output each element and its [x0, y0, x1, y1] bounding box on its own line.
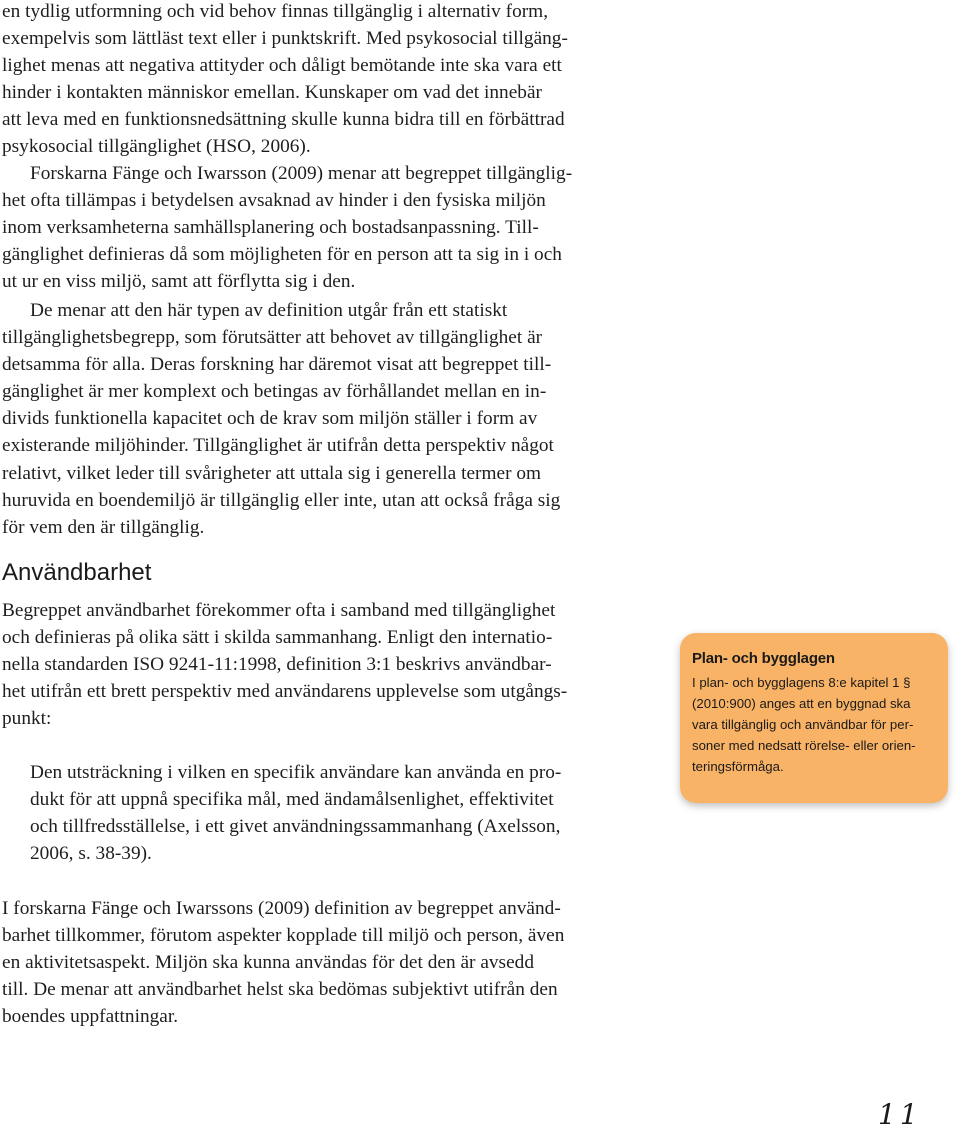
- page-number: 11: [878, 1098, 922, 1131]
- text-line: till. De menar att användbarhet helst ska bedömas subjektivt utifrån den: [2, 979, 558, 1001]
- fact-box-line: I plan- och bygglagens 8:e kapitel 1 §: [692, 675, 911, 690]
- text-line: inom verksamheterna samhällsplanering och bostadsanpassning. Till-: [2, 217, 539, 239]
- text-line: detsamma för alla. Deras forskning har däremot visat att begreppet till-: [2, 354, 552, 376]
- text-line: hinder i kontakten människor emellan. Kunskaper om vad det innebär: [2, 82, 542, 104]
- text-line: De menar att den här typen av definition utgår från ett statiskt: [30, 300, 508, 321]
- fact-box-line: soner med nedsatt rörelse- eller orien-: [692, 738, 916, 753]
- fact-box-line: vara tillgänglig och användbar för per-: [692, 717, 914, 732]
- fact-box: [680, 633, 948, 803]
- fact-box-title: Plan- och bygglagen: [692, 650, 835, 667]
- text-line: huruvida en boendemiljö är tillgänglig eller inte, utan att också fråga sig: [2, 489, 561, 511]
- text-line: barhet tillkommer, förutom aspekter kopplade till miljö och person, även: [2, 925, 565, 947]
- block-quote: [30, 759, 561, 867]
- text-line: tillgänglighetsbegrepp, som förutsätter att behovet av tillgänglighet är: [2, 327, 543, 349]
- text-line: relativt, vilket leder till svårigheter att uttala sig i generella termer om: [2, 462, 542, 484]
- section-heading: Användbarhet: [2, 559, 152, 586]
- text-line: en tydlig utformning och vid behov finnas tillgänglig i alternativ form,: [2, 1, 549, 22]
- text-line: för vem den är tillgänglig.: [2, 516, 205, 538]
- body-paragraph: [2, 297, 638, 541]
- text-line: divids funktionella kapacitet och de krav som miljön ställer i form av: [2, 408, 538, 430]
- body-paragraph: [2, 597, 638, 732]
- text-line: ut ur en viss miljö, samt att förflytta sig i den.: [2, 271, 356, 293]
- text-line: en aktivitetsaspekt. Miljön ska kunna användas för det den är avsedd: [2, 952, 534, 974]
- text-line: och definieras på olika sätt i skilda sammanhang. Enligt den internatio-: [2, 627, 553, 649]
- body-paragraph: [2, 895, 638, 1030]
- text-line: punkt:: [2, 708, 52, 730]
- text-line: exempelvis som lättläst text eller i punktskrift. Med psykosocial tillgäng-: [2, 28, 568, 50]
- fact-box-line: teringsförmåga.: [692, 759, 784, 774]
- text-line: gänglighet är mer komplext och betingas av förhållandet mellan en in-: [2, 381, 547, 403]
- text-line: Den utsträckning i vilken en specifik användare kan använda en pro-: [30, 762, 562, 783]
- text-line: het ofta tillämpas i betydelsen avsaknad av hinder i den fysiska miljön: [2, 190, 546, 212]
- text-line: och tillfredsställelse, i ett givet användningssammanhang (Axelsson,: [30, 816, 561, 838]
- fact-box-line: (2010:900) anges att en byggnad ska: [692, 696, 911, 711]
- text-line: Forskarna Fänge och Iwarsson (2009) menar att begreppet tillgänglig-: [30, 163, 573, 184]
- text-line: dukt för att uppnå specifika mål, med ändamålsenlighet, effektivitet: [30, 789, 554, 811]
- text-line: Begreppet användbarhet förekommer ofta i samband med tillgänglighet: [2, 600, 556, 621]
- text-line: lighet menas att negativa attityder och dåligt bemötande inte ska vara ett: [2, 55, 562, 77]
- intro-paragraph: [2, 0, 638, 161]
- text-line: gänglighet definieras då som möjligheten för en person att ta sig in i och: [2, 244, 562, 266]
- text-line: het utifrån ett brett perspektiv med användarens upplevelse som utgångs-: [2, 681, 568, 703]
- text-line: boendes uppfattningar.: [2, 1006, 179, 1028]
- body-paragraph: [2, 160, 638, 295]
- text-line: I forskarna Fänge och Iwarssons (2009) definition av begreppet använd-: [2, 898, 561, 919]
- text-line: 2006, s. 38-39).: [30, 843, 152, 865]
- text-line: existerande miljöhinder. Tillgänglighet är utifrån detta perspektiv något: [2, 435, 554, 457]
- text-line: psykosocial tillgänglighet (HSO, 2006).: [2, 136, 311, 158]
- text-line: att leva med en funktionsnedsättning skulle kunna bidra till en förbättrad: [2, 109, 565, 131]
- text-line: nella standarden ISO 9241-11:1998, definition 3:1 beskrivs användbar-: [2, 654, 552, 676]
